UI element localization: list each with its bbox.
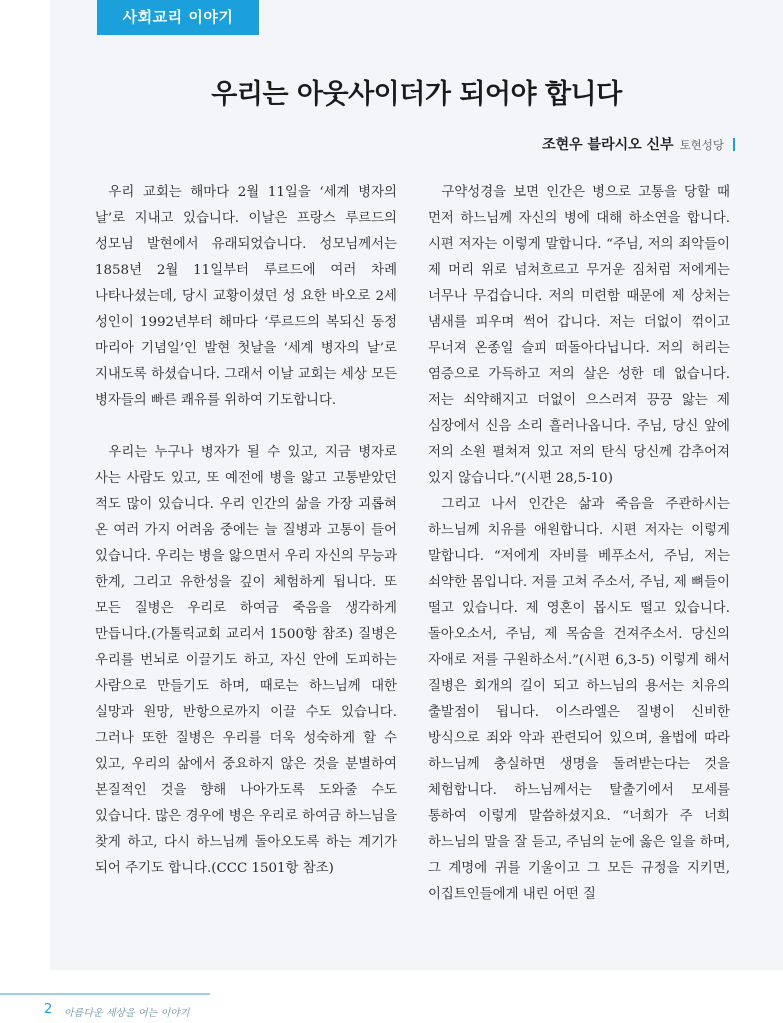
paragraph: 우리는 누구나 병자가 될 수 있고, 지금 병자로 사는 사람도 있고, 또 예전에 병을 앓고 고통받았던 적도 많이 있습니다. 우리 인간의 삶을 가장 괴롭혀 온 여러 가지 어려움 중에는 늘 질병과 고통이 들어 있습니다. 우리는 병을 앓으면서 우리 자신의 무능과 한계, 그리고 유한성을 깊이 체험하게 됩니다. 또 모든 질병은 우리로 하여금 죽음을 생각하게 만듭니다.(가톨릭교회 교리서 1500항 참조) 질병은 우리를 번뇌로 이끌기도 하고, 자신 안에 도피하는 사람으로 만들기도 하며, 때로는 하느님께 대한 실망과 원망, 반항으로까지 이끌 수도 있습니다. 그러나 또한 질병은 우리를 더욱 성숙하게 할 수 있고, 우리의 삶에서 중요하지 않은 것을 분별하여 본질적인 것을 향해 나아가도록 도와줄 수도 있습니다. 많은 경우에 병은 우리로 하여금 하느님을 찾게 하고, 다시 하느님께 돌아오도록 하는 계기가 되어 주기도 합니다.(CCC 1501항 참조) <box>95 445 397 876</box>
paragraph: 우리 교회는 해마다 2월 11일을 ‘세계 병자의 날’로 지내고 있습니다. 이날은 프랑스 루르드의 성모님 발현에서 유래되었습니다. 성모님께서는 1858년 2월 11일부터 루르드에 여러 차례 나타나셨는데, 당시 교황이셨던 성 요한 바오로 2세 성인이 1992년부터 해마다 ‘루르드의 복되신 동정 마리아 기념일’인 발현 첫날을 ‘세계 병자의 날’로 지내도록 하셨습니다. 그래서 이날 교회는 세상 모든 병자들의 빠른 쾌유를 위하여 기도합니다. <box>95 185 397 408</box>
page-number: 2 <box>44 1002 53 1017</box>
byline-accent-bar <box>733 138 735 151</box>
author-name: 조현우 블라시오 신부 <box>542 137 674 153</box>
left-column <box>95 180 397 882</box>
paragraph: 구약성경을 보면 인간은 병으로 고통을 당할 때 먼저 하느님께 자신의 병에 대해 하소연을 합니다. 시편 저자는 이렇게 말합니다. “주님, 저의 죄악들이 제 머리 위로 넘쳐흐르고 무거운 짐처럼 저에게는 너무나 무겁습니다. 저의 미련함 때문에 제 상처는 냄새를 피우며 썩어 갑니다. 저는 더없이 꺾이고 무너져 온종일 슬피 떠돌아다닙니다. 저의 허리는 염증으로 가득하고 저의 살은 성한 데 없습니다. 저는 쇠약해지고 더없이 으스러져 끙끙 앓는 제 심장에서 신음 소리 흘러나옵니다. 주님, 당신 앞에 저의 소원 펼쳐져 있고 저의 탄식 당신께 감추어져 있지 않습니다.”(시편 28,5-10) <box>428 185 730 486</box>
paragraph: 그리고 나서 인간은 삶과 죽음을 주관하시는 하느님께 치유를 애원합니다. 시편 저자는 이렇게 말합니다. “저에게 자비를 베푸소서, 주님, 저는 쇠약한 몸입니다. 저를 고쳐 주소서, 주님, 제 뼈들이 떨고 있습니다. 제 영혼이 몹시도 떨고 있습니다. 돌아오소서, 주님, 제 목숨을 건져주소서. 당신의 자애로 저를 구원하소서.”(시편 6,3-5) 이렇게 해서 질병은 회개의 길이 되고 하느님의 용서는 치유의 출발점이 됩니다. 이스라엘은 질병이 신비한 방식으로 죄와 악과 관련되어 있으며, 율법에 따라 하느님께 충실하면 생명을 돌려받는다는 것을 체험합니다. 하느님께서는 탈출기에서 모세를 통하여 이렇게 말씀하셨지요. “너희가 주 너희 하느님의 말을 잘 듣고, 주님의 눈에 옳은 일을 하며, 그 계명에 귀를 기울이고 그 모든 규정을 지키면, 이집트인들에게 내린 어떤 질 <box>428 497 730 902</box>
right-column <box>428 180 730 908</box>
footer-divider <box>0 993 210 995</box>
parish-name: 토현성당 <box>679 138 724 152</box>
section-tag: 사회교리 이야기 <box>97 0 259 35</box>
publication-name: 아름다운 세상을 여는 이야기 <box>64 1008 190 1019</box>
byline <box>542 134 735 154</box>
article-title: 우리는 아웃사이더가 되어야 합니다 <box>211 79 622 110</box>
